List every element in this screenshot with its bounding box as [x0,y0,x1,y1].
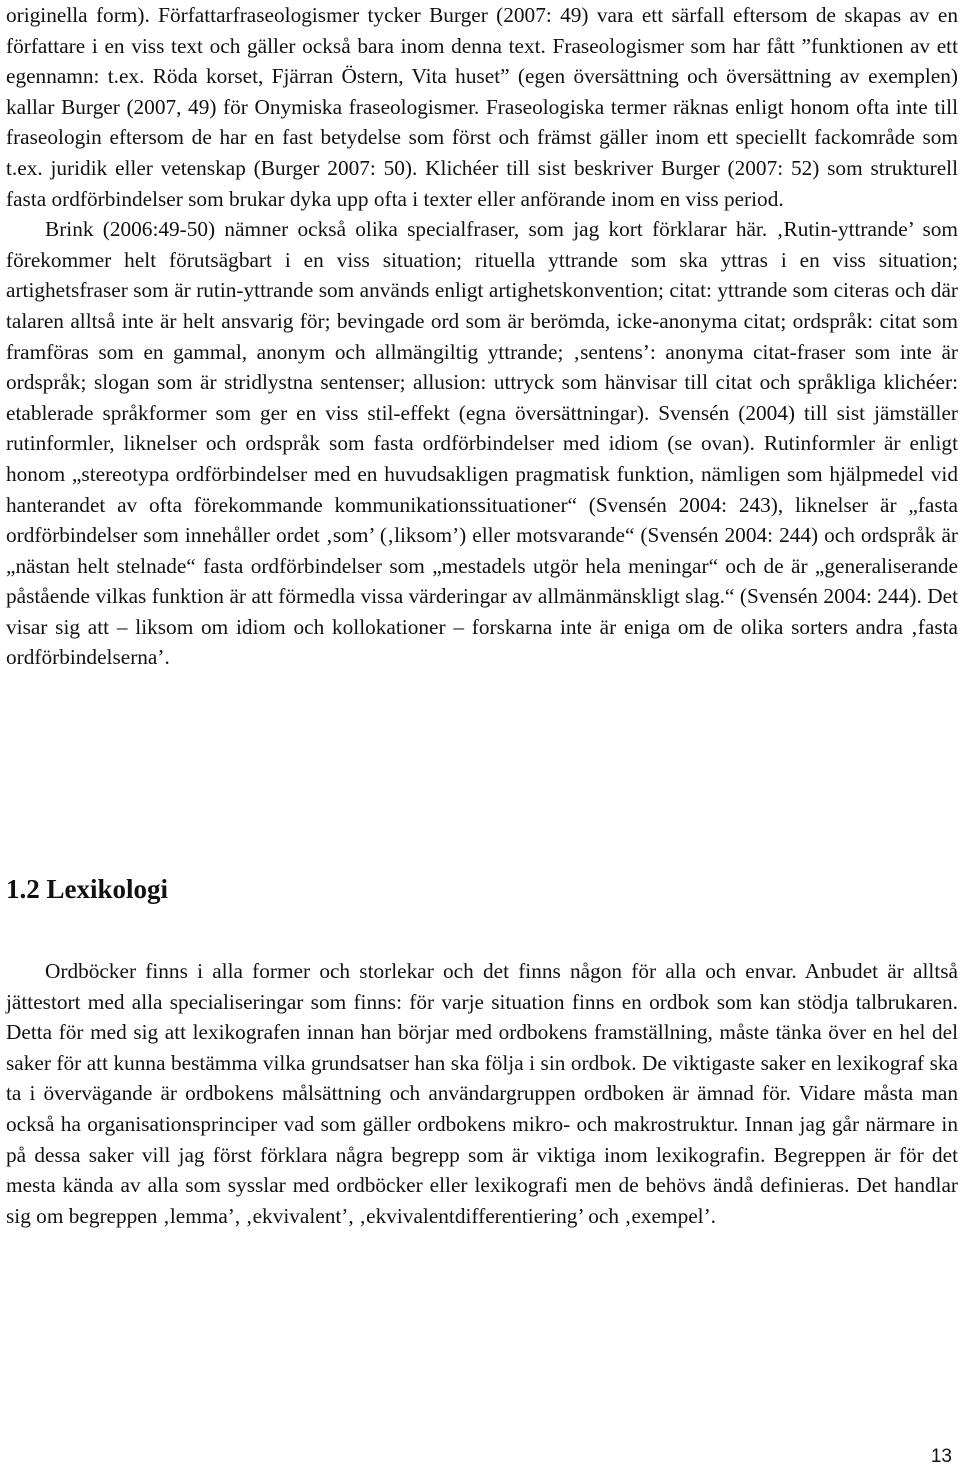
paragraph-fraseologismer: originella form). Författarfraseologismer tycker Burger (2007: 49) vara ett särfall eftersom de skapas av en författare i en viss text och gäller också bara inom denna text. Fraseologismer som har fått ”funktionen av ett egennamn: t.ex. Röda korset, Fjärran Östern, Vita huset” (egen översättning och översättning av exemplen) kallar Burger (2007, 49) för Onymiska fraseologismer. Fraseologiska termer räknas enligt honom ofta inte till fraseologin eftersom de har en fast betydelse som först och främst gäller inom ett speciellt fackområde som t.ex. juridik eller vetenskap (Burger 2007: 50). Klichéer till sist beskriver Burger (2007: 52) som strukturell fasta ordförbindelser som brukar dyka upp ofta i texter eller anförande inom en viss period. [6,3,958,211]
page-number: 13 [930,1446,952,1467]
paragraph-specialfraser: Brink (2006:49-50) nämner också olika specialfraser, som jag kort förklarar här. ‚Rutin-yttrande’ som förekommer helt förutsägbart i en viss situation; rituella yttrande som ska yttras i en viss situation; artighetsfraser som är rutin-yttrande som används enligt artighetskonvention; citat: yttrande som citeras och där talaren alltså inte är helt ansvarig för; bevingade ord som är berömda, icke-anonyma citat; ordspråk: citat som framföras som en gammal, anonym och allmängiltig yttrande; ‚sentens’: anonyma citat-fraser som inte är ordspråk; slogan som är stridlystna sentenser; allusion: uttryck som hänvisar till citat och språkliga klichéer: etablerade språkformer som ger en viss stil-effekt (egna översättningar). Svensén (2004) till sist jämställer rutinformler, liknelser och ordspråk som fasta ordförbindelser med idiom (se ovan). Rutinformler är enligt honom „stereotypa ordförbindelser med en huvudsakligen pragmatisk funktion, nämligen som hjälpmedel vid hanterandet av ofta förekommande kommunikationssituationer“ (Svensén 2004: 243), liknelser är „fasta ordförbindelser som innehåller ordet ‚som’ (‚liksom’) eller motsvarande“ (Svensén 2004: 244) och ordspråk är „nästan helt stelnade“ fasta ordförbindelser som „mestadels utgör hela meningar“ och de är „generaliserande påstående vilkas funktion är att förmedla vissa värderingar av allmänmänskligt slag.“ (Svensén 2004: 244). Det visar sig att – liksom om idiom och kollokationer – forskarna inte är eniga om de olika sorters andra ‚fasta ordförbindelserna’. [6,217,958,670]
body-text-bottom [6,956,958,1231]
body-text-top [6,0,958,673]
section-heading-lexikologi: 1.2 Lexikologi [6,874,169,904]
paragraph-ordbocker: Ordböcker finns i alla former och storlekar och det finns någon för alla och envar. Anbudet är alltså jättestort med alla specialiseringar som finns: för varje situation finns en ordbok som kan stödja talbrukaren. Detta för med sig att lexikografen innan han börjar med ordbokens framställning, måste tänka över en hel del saker för att kunna bestämma vilka grundsatser han ska följa i sin ordbok. De viktigaste saker en lexikograf ska ta i övervägande är ordbokens målsättning och användargruppen ordboken är ämnad för. Vidare måsta man också ha organisationsprinciper vad som gäller ordbokens mikro- och makrostruktur. Innan jag går närmare in på dessa saker vill jag först förklara några begrepp som är viktiga inom lexikografin. Begreppen är för det mesta kända av alla som sysslar med ordböcker eller lexikografi men de behövs ändå definieras. Det handlar sig om begreppen ‚lemma’, ‚ekvivalent’, ‚ekvivalentdifferentiering’ och ‚exempel’. [6,959,958,1228]
